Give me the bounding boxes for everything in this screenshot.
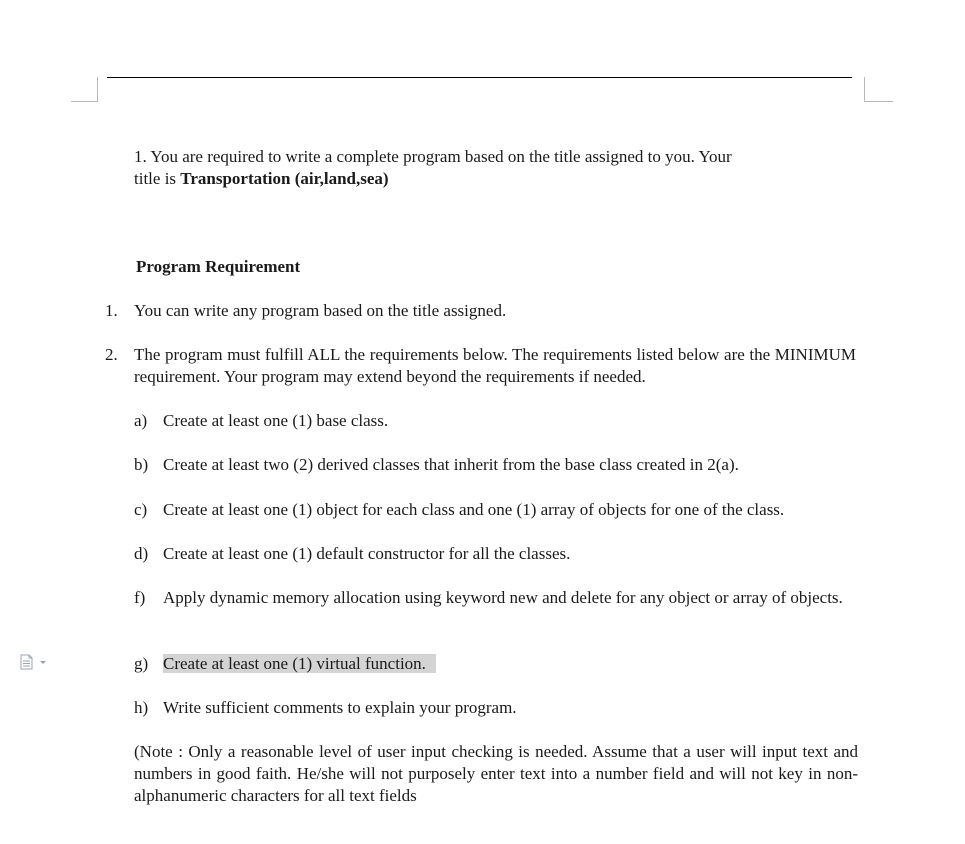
left-margin-corner [71, 77, 98, 102]
sub-item-letter: f) [134, 588, 146, 607]
note-paragraph: (Note : Only a reasonable level of user input checking is needed. Assume that a user will input text and numbers in good faith. He/she will not purposely enter text into a number field and will not key in non-alphanumeric characters for all text fields [134, 742, 858, 805]
sub-item-letter: b) [134, 455, 149, 474]
sub-item-text: Write sufficient comments to explain your program. [163, 698, 517, 717]
intro-line-1: 1. You are required to write a complete program based on the title assigned to you. Your [134, 147, 732, 166]
sub-item-letter: d) [134, 544, 149, 563]
intro-line-2-prefix: title is [134, 169, 181, 188]
sub-item-letter: c) [134, 500, 148, 519]
sub-item-text-highlighted [163, 653, 856, 675]
header-rule [107, 77, 852, 78]
list-number: 2. [105, 345, 118, 364]
intro-paragraph [134, 146, 854, 190]
sub-item-text: Create at least one (1) base class. [163, 411, 389, 430]
right-margin-corner [864, 77, 893, 102]
sub-item-letter: h) [134, 698, 149, 717]
sub-item-text: Apply dynamic memory allocation using keyword new and delete for any object or array of objects. [163, 588, 843, 607]
section-heading: Program Requirement [136, 257, 301, 276]
sub-item-text: Create at least one (1) default constructor for all the classes. [163, 544, 571, 563]
assigned-title: Transportation (air,land,sea) [180, 169, 389, 188]
list-number: 1. [105, 301, 118, 320]
sub-item-letter: g) [134, 654, 149, 673]
list-item-text: You can write any program based on the title assigned. [134, 301, 507, 320]
sub-item-text: Create at least one (1) object for each class and one (1) array of objects for one of the class. [163, 500, 785, 519]
highlighted-text: Create at least one (1) virtual function. [163, 654, 436, 673]
sub-item-letter: a) [134, 411, 148, 430]
sub-item-text: Create at least two (2) derived classes that inherit from the base class created in 2(a). [163, 455, 739, 474]
list-item-text: The program must fulfill ALL the requirements below. The requirements listed below are the MINIMUM requirement. Your program may extend beyond the requirements if needed. [134, 345, 856, 386]
document-icon[interactable] [20, 654, 50, 670]
